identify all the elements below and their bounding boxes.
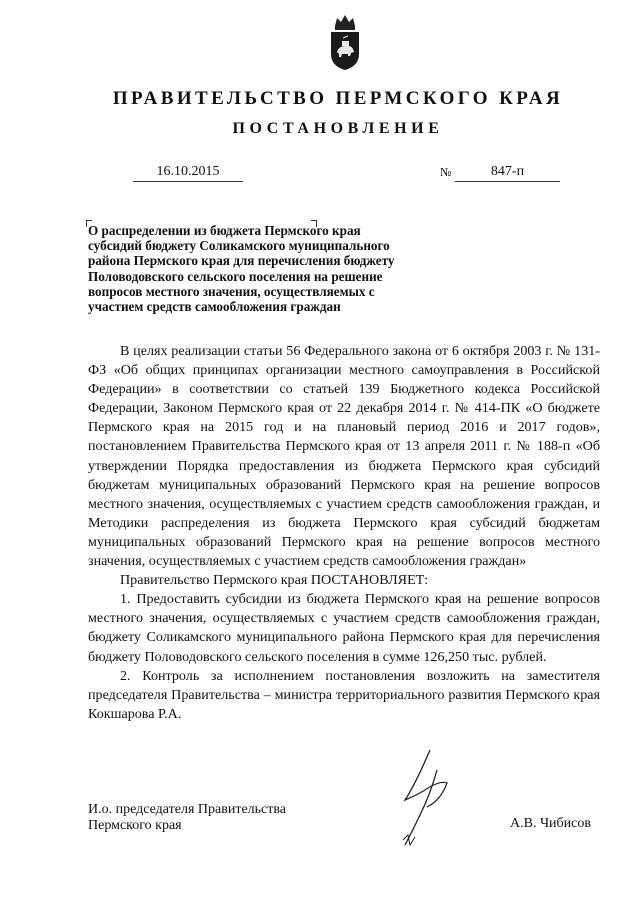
item-1-paragraph: 1. Предоставить субсидии из бюджета Пермского края на решение вопросов местного значения, осуществляемых с участием средств самообложения граждан, бюджету Соликамского муниципального района Пермского края для перечисления бюджету Половодовского сельского поселения в сумме 126,250 тыс. рублей.: [88, 591, 600, 665]
document-date: 16.10.2015: [133, 163, 243, 182]
signatory-position-line2: Пермского края: [88, 818, 182, 833]
signatory-name: А.В. Чибисов: [510, 816, 591, 831]
resolves-paragraph: Правительство Пермского края ПОСТАНОВЛЯЕТ:: [120, 572, 429, 589]
government-title: ПРАВИТЕЛЬСТВО ПЕРМСКОГО КРАЯ: [112, 88, 564, 109]
document-body: [88, 342, 600, 724]
document-type: ПОСТАНОВЛЕНИЕ: [232, 120, 444, 137]
coat-of-arms-icon: [325, 12, 365, 72]
document-subject: О распределении из бюджета Пермского края субсидий бюджету Соликамского муниципального района Пермского края для перечисления бюджету Половодовского сельского поселения на решение вопросов местного значения, осуществляемых с участием средств самообложения граждан: [88, 223, 395, 315]
signatory-position: [88, 802, 286, 834]
item-2-paragraph: 2. Контроль за исполнением постановления возложить на заместителя председателя Правительства – министра территориального развития Пермского края Кокшарова Р.А.: [88, 667, 600, 722]
document-number: 847-п: [455, 163, 560, 182]
signatory-position-line1: И.о. председателя Правительства: [88, 802, 287, 817]
number-sign: №: [440, 165, 452, 179]
preamble-paragraph: В целях реализации статьи 56 Федерального закона от 6 октября 2003 г. № 131-ФЗ «Об общих принципах организации местного самоуправления в Российской Федерации» в соответствии со статьей 139 Бюджетного кодекса Российской Федерации, Законом Пермского края от 22 декабря 2014 г. № 414-ПК «О бюджете Пермского края на 2015 год и на плановый период 2016 и 2017 годов», постановлением Правительства Пермского края от 13 апреля 2011 г. № 188-п «Об утверждении Порядка предоставления из бюджета Пермского края субсидий бюджетам муниципальных образований Пермского края на решение вопросов местного значения, осуществляемых с участием средств самообложения граждан, и Методики распределения из бюджета Пермского края субсидий бюджетам муниципальных образований Пермского края на решение вопросов местного значения, осуществляемых с участием средств самообложения граждан»: [88, 343, 600, 570]
handwritten-signature-icon: [375, 745, 495, 855]
